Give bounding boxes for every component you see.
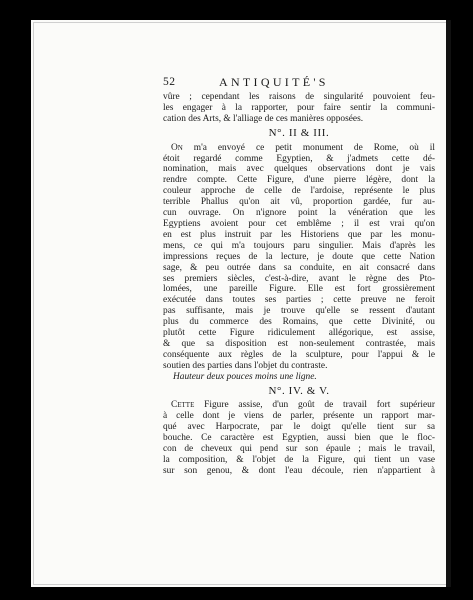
text-line: qué avec Harpocrate, par le doigt qu'elle tient sur sa (163, 422, 435, 433)
running-head (163, 77, 435, 91)
text-line: en est plus instruit par les Historiens que par les monu- (163, 229, 435, 240)
text-line: vûre ; cependant les raisons de singularité pouvoient feu- (163, 92, 435, 102)
first-word: On (171, 142, 183, 153)
first-word: Cette (171, 400, 195, 411)
text-line: impressions reçues de la lecture, je doute que cette Nation (163, 251, 435, 262)
text-line: exécutée dans toutes ses parties ; cette preuve ne feroit (163, 295, 435, 306)
text-line (163, 400, 435, 411)
section-paragraph (163, 143, 435, 383)
book-page (31, 20, 451, 587)
text-line: mens, ce qui m'a toujours paru singulier. Mais d'après les (163, 240, 435, 251)
text-line: bouche. Ce caractère est Egyptien, aussi bien que le floc- (163, 433, 435, 444)
text-line: conséquente aux règles de la sculpture, pour l'appui & le (163, 349, 435, 360)
text-line: sur son genou, & dont l'eau découle, rien n'appartient à (163, 465, 435, 476)
text-line: sage, & peu outrée dans sa conduite, en ait consacré dans (163, 262, 435, 273)
page-text-block (163, 77, 435, 477)
text-line (163, 143, 435, 154)
text-line: & que sa disposition est non-seulement contrastée, mais (163, 338, 435, 349)
text-line: terrible Phallus qu'on ait vû, proportion gardée, fur au- (163, 197, 435, 208)
running-title: ANTIQUITÉ'S (219, 75, 329, 89)
section-heading: N°. IV. & V. (268, 384, 330, 397)
text-line: soutien des parties dans l'objet du contraste. (163, 360, 328, 371)
text-line: nomination, mais avec quelques observations dont je vais (163, 164, 435, 175)
text-fragment: Figure assise, d'un goût de travail fort supérieur (194, 400, 435, 411)
text-line: lomées, une pareille Figure. Elle est fort grossièrement (163, 284, 435, 295)
text-line: étoit regardé comme Egyptien, & j'admets cette dé- (163, 153, 435, 164)
section-paragraph (163, 400, 435, 476)
text-fragment: m'a envoyé ce petit monument de Rome, où il (182, 142, 435, 153)
text-line: plutôt cette Figure ridiculement allégorique, est assise, (163, 328, 435, 339)
intro-paragraph (163, 92, 435, 125)
text-line: rendre compte. Cette Figure, d'une pierre légère, dont la (163, 175, 435, 186)
section-heading: N°. II & III. (268, 126, 330, 139)
text-line: pas suffisante, mais je trouve qu'elle se ressent d'autant (163, 306, 435, 317)
text-line: à celle dont je viens de parler, présente un rapport mar- (163, 411, 435, 422)
text-line: Egyptiens avoient pour cet emblême ; il est vrai qu'on (163, 218, 435, 229)
page-gutter-shadow (446, 20, 451, 587)
text-line: les engager à la rapporter, pour faire sentir la communi- (163, 102, 435, 113)
text-line: couleur approche de celle de l'ardoise, représente le plus (163, 186, 435, 197)
text-line: cun ouvrage. On n'ignore point la vénération que les (163, 208, 435, 219)
dimension-note: Hauteur deux pouces moins une ligne. (173, 371, 317, 382)
text-line: ses premiers siècles, c'est-à-dire, avant le règne des Pto- (163, 273, 435, 284)
text-line: cation des Arts, & l'alliage de ces manières opposées. (163, 113, 364, 124)
text-line: con de cheveux qui pend sur son épaule ; mais le travail, (163, 444, 435, 455)
text-line: plus du commerce des Romains, que cette Divinité, ou (163, 317, 435, 328)
text-line: la composition, & l'objet de la Figure, qui tient un vase (163, 455, 435, 465)
page-number: 52 (163, 76, 176, 88)
